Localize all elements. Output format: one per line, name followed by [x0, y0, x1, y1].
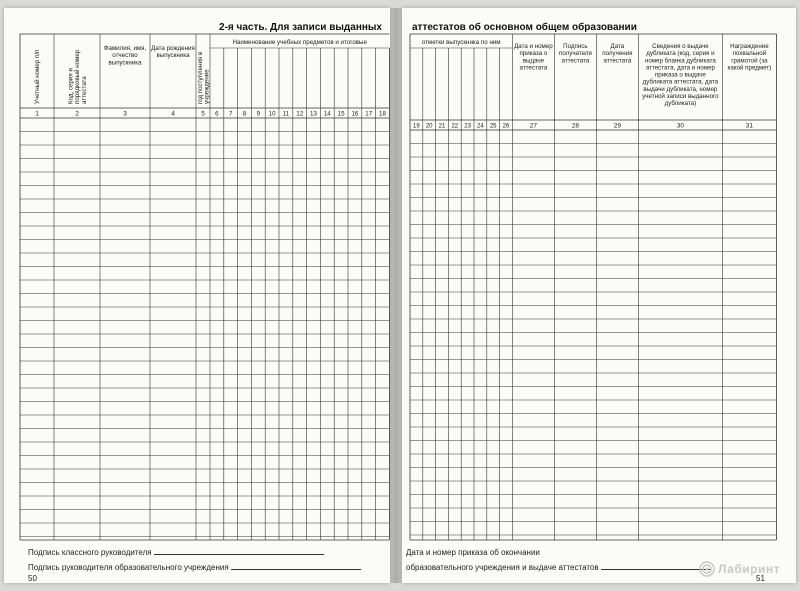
subject-column-number-14: 14 [323, 110, 331, 118]
subjects-header: Наименование учебных предметов и итоговые [232, 39, 367, 46]
subject-column-number-11: 11 [282, 110, 290, 118]
grade-column-number-20: 20 [425, 123, 433, 130]
column-header-2 [67, 49, 88, 104]
signature-director: Подпись руководителя образовательного учреждения [28, 563, 361, 572]
grade-column-number-19: 19 [413, 123, 420, 130]
subject-column-number-15: 15 [337, 110, 345, 118]
publisher-logo: Лабиринт [699, 561, 780, 577]
column-number-2: 2 [75, 110, 79, 118]
signature-line-1[interactable] [154, 554, 324, 555]
grade-column-number-25: 25 [489, 123, 497, 130]
grades-header: отметки выпускника по ним [421, 39, 501, 46]
footer-order-line-1: Дата и номер приказа об окончании [406, 548, 540, 557]
subject-column-number-9: 9 [256, 110, 261, 118]
column-header-3: Фамилия, имя, отчество выпускника [103, 45, 147, 67]
column-number-29: 29 [613, 122, 622, 130]
left-page [4, 8, 390, 583]
subject-column-number-12: 12 [296, 110, 304, 118]
book-gutter [390, 8, 402, 583]
page-title-left: 2-я часть. Для записи выданных [219, 22, 382, 33]
right-page [402, 8, 796, 583]
column-header-5-text: год поступления в [196, 51, 204, 104]
column-number-4: 4 [171, 110, 175, 118]
column-header-1-text: Учетный номер п/п [34, 49, 42, 104]
subject-column-number-13: 13 [310, 110, 317, 118]
column-header-30: Сведения о выдаче дубликата (код, серия и номер бланка дубликата аттестата, дата и номер приказа о выдаче дубликата аттестата, дата выдачи дубликата, номер учетной записи выданного дубликата) [642, 43, 719, 108]
column-header-31: Награждение похвальной грамотой (за какой предмет) [727, 43, 772, 72]
column-number-31: 31 [745, 122, 754, 130]
column-header-4: Дата рождения выпускника [151, 45, 195, 60]
labyrinth-icon [699, 561, 715, 577]
subject-column-number-6: 6 [215, 110, 219, 118]
grade-column-number-24: 24 [477, 123, 484, 130]
subject-column-number-10: 10 [268, 110, 276, 118]
column-header-2-text: аттестата [80, 76, 88, 104]
column-header-1 [34, 50, 41, 104]
subject-column-number-8: 8 [242, 110, 247, 118]
register-table-right [402, 8, 796, 583]
grade-column-number-23: 23 [464, 123, 471, 130]
page-number-left: 50 [28, 574, 37, 583]
subject-column-number-16: 16 [351, 110, 359, 118]
page-title-right: аттестатов об основном общем образовании [412, 22, 637, 33]
footer-order-line-2: образовательного учреждения и выдаче аттестатов [406, 563, 711, 572]
subject-column-number-17: 17 [365, 110, 373, 118]
column-number-3: 3 [123, 110, 127, 118]
column-number-28: 28 [571, 122, 580, 130]
signature-class-teacher: Подпись классного руководителя [28, 548, 324, 557]
signature-line-2[interactable] [231, 569, 361, 570]
grade-column-number-21: 21 [438, 123, 446, 130]
column-header-2-text: порядковый номер [74, 49, 82, 104]
page-number-right: 51 [756, 574, 765, 583]
column-header-2-text: Код, серия и [67, 68, 75, 104]
column-header-5 [197, 51, 211, 104]
register-table-left [4, 8, 390, 583]
order-line[interactable] [601, 569, 711, 570]
column-header-27: Дата и номер приказа о выдаче аттестата [514, 43, 553, 72]
subject-column-number-7: 7 [228, 110, 233, 118]
column-number-1: 1 [35, 110, 39, 118]
grade-column-number-22: 22 [451, 123, 459, 130]
column-number-30: 30 [676, 122, 685, 130]
column-number-27: 27 [529, 122, 538, 130]
column-number-5: 5 [201, 110, 205, 118]
grade-column-number-26: 26 [502, 123, 510, 130]
column-header-29: Дата получения аттестата [602, 43, 633, 65]
column-header-28: Подпись получателя аттестата [558, 43, 592, 65]
column-header-5-text: учреждение [203, 69, 211, 104]
subject-column-number-18: 18 [379, 110, 386, 118]
